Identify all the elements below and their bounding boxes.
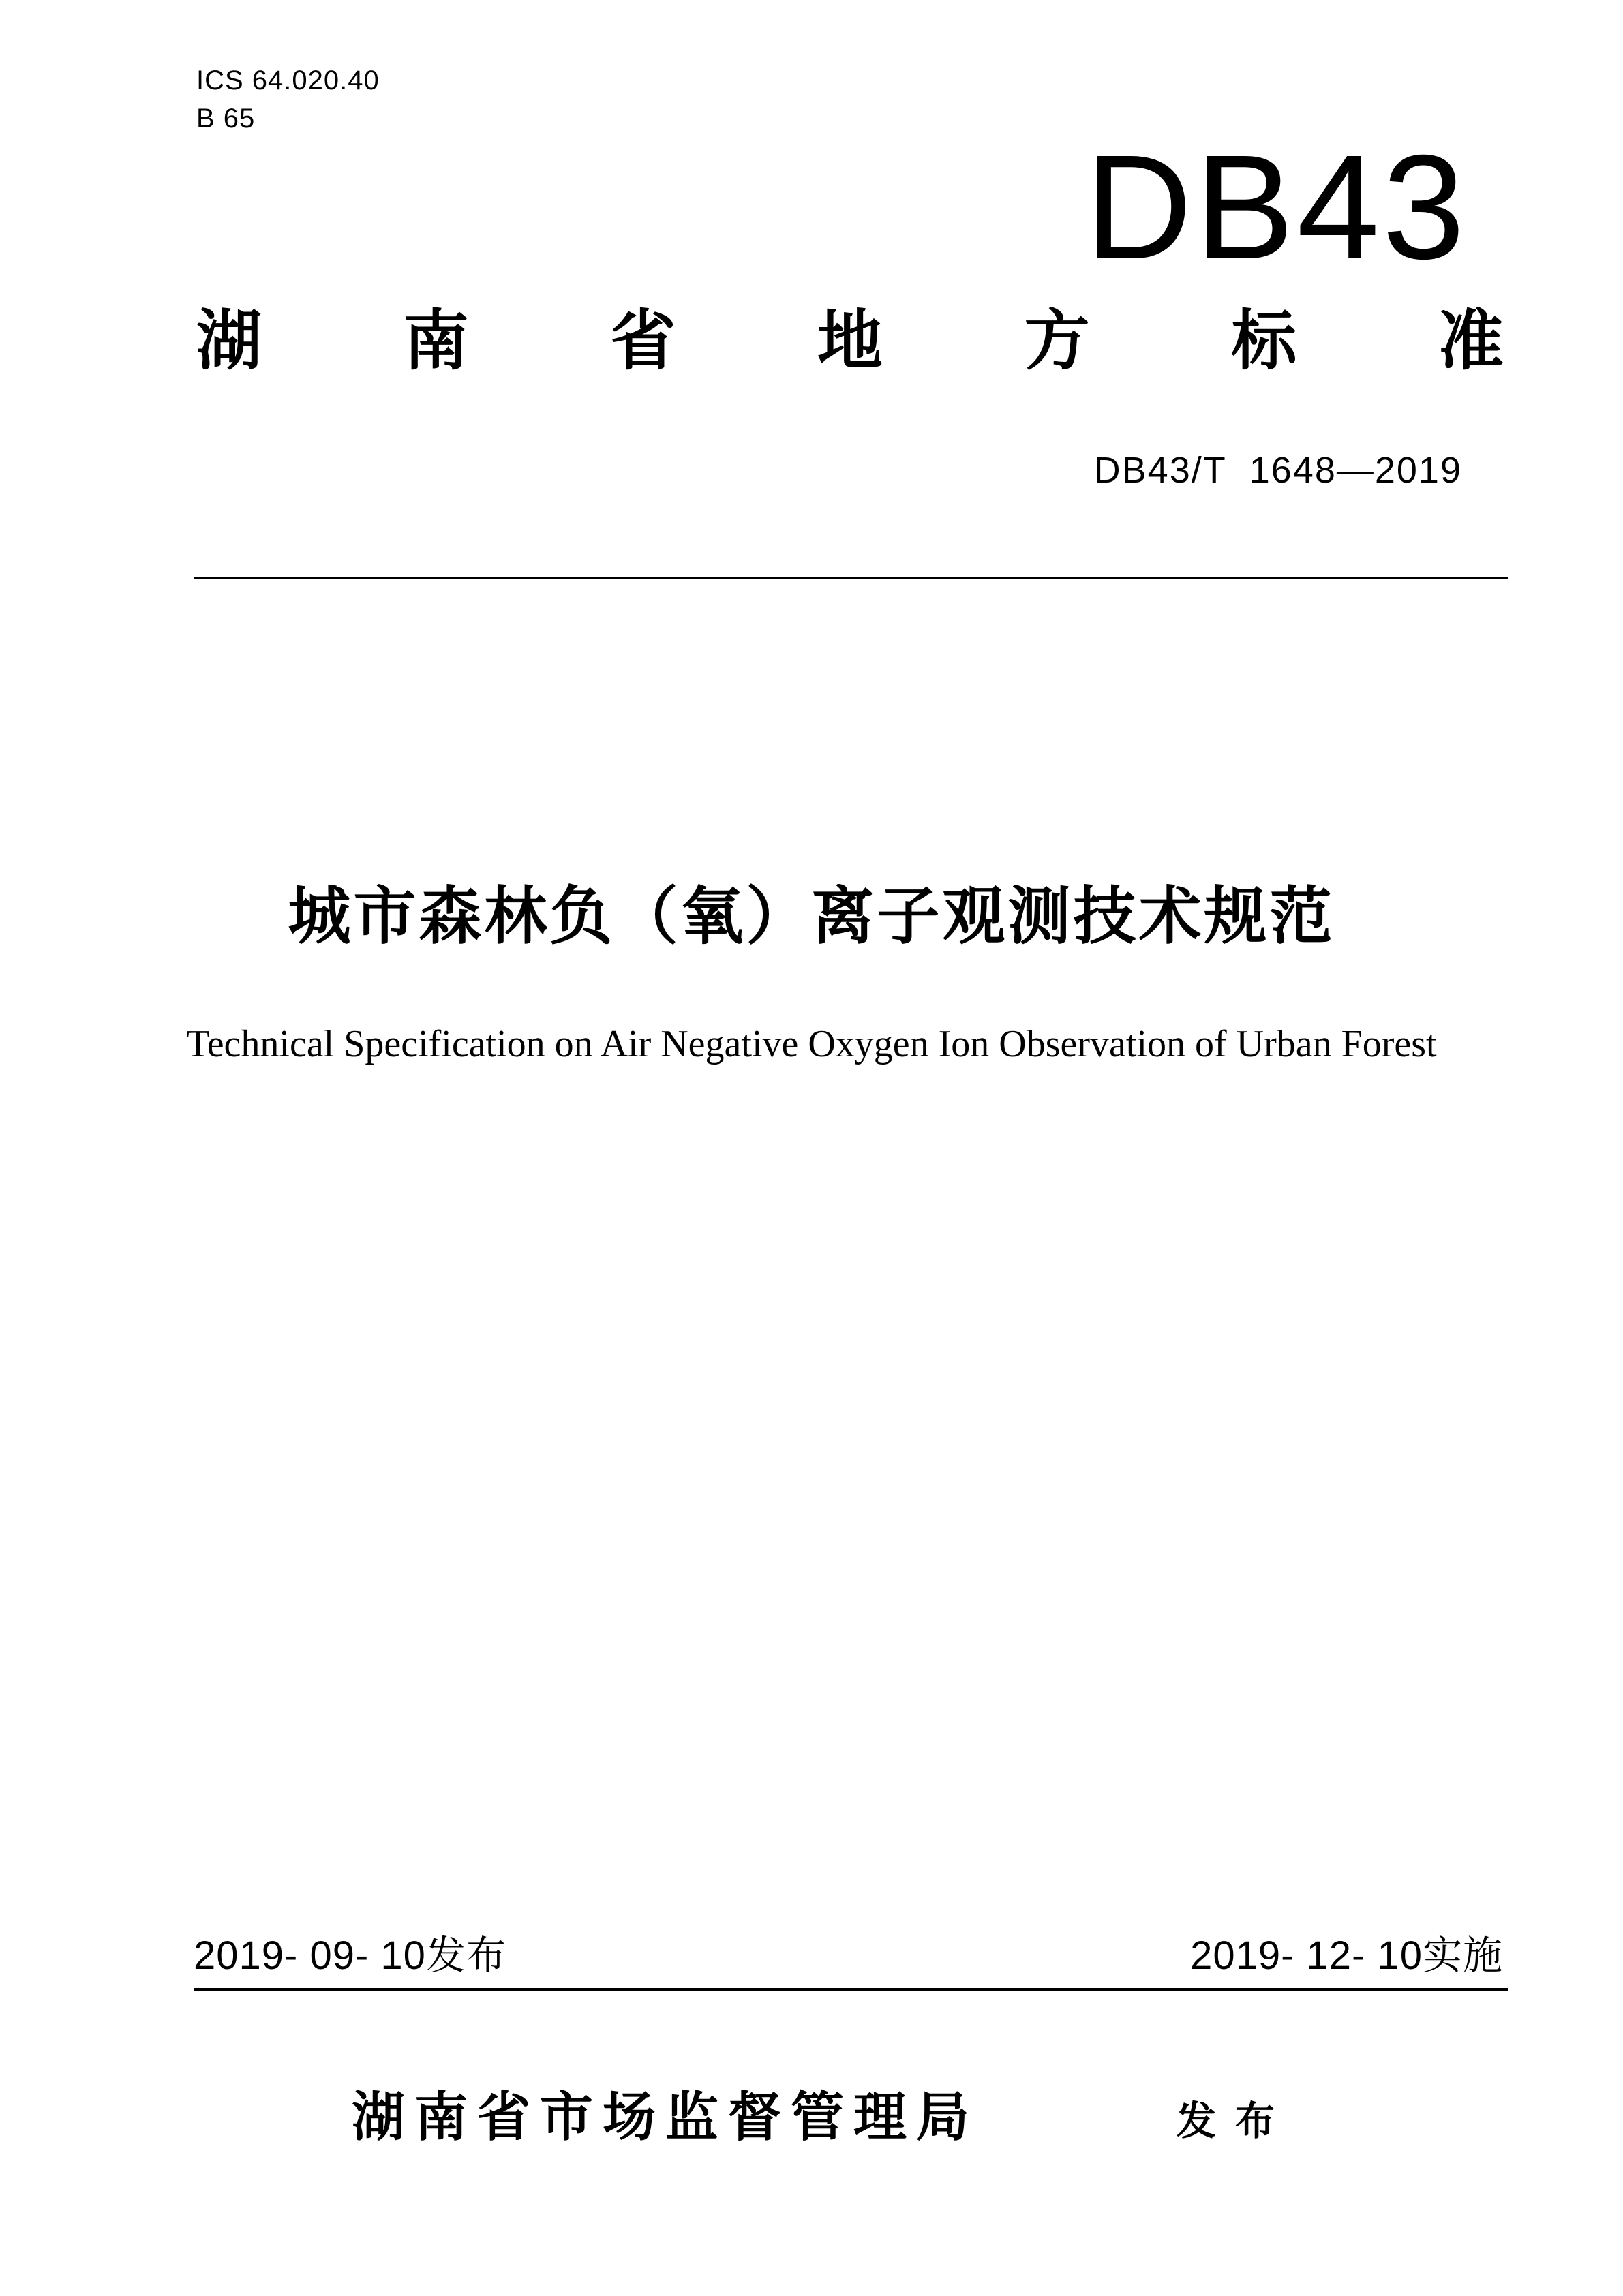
standard-type-char: 湖 [196, 303, 262, 379]
classification-codes [196, 61, 380, 138]
standard-type-char: 南 [403, 303, 469, 379]
standard-type-heading [196, 303, 1504, 378]
ics-code: ICS 64.020.40 [196, 65, 380, 95]
standard-type-char: 省 [610, 303, 676, 379]
title-english: Technical Specification on Air Negative Oxygen Ion Observation of Urban Forest [186, 1023, 1437, 1065]
publish-label: 发布 [1177, 2098, 1294, 2144]
bottom-divider [194, 1988, 1508, 1991]
db-code-logo: DB43 [1084, 125, 1468, 290]
top-divider [194, 577, 1508, 579]
implementation-date: 2019- 12- 10实施 [1190, 1933, 1503, 1978]
issue-date: 2019- 09- 10发布 [194, 1933, 506, 1978]
standard-type-char: 方 [1024, 303, 1090, 379]
standard-type-char: 地 [817, 303, 883, 379]
standard-type-char: 标 [1231, 303, 1297, 379]
standard-type-char: 准 [1438, 303, 1504, 379]
publisher-name: 湖南省市场监督管理局 [352, 2087, 980, 2148]
title-chinese: 城市森林负（氧）离子观测技术规范 [288, 880, 1335, 953]
ccs-code: B 65 [196, 104, 256, 134]
standard-number: DB43/T 1648—2019 [1093, 450, 1462, 491]
